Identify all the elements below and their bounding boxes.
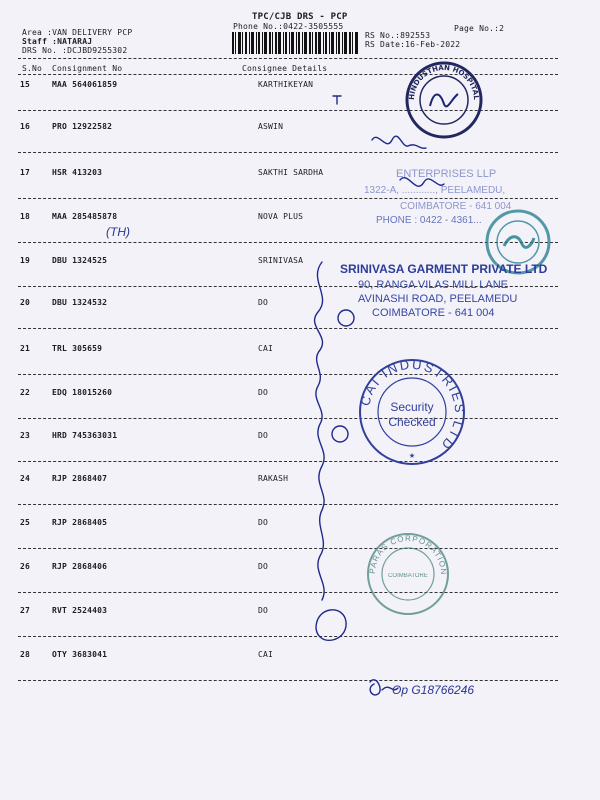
- star-icon: ★: [408, 450, 416, 461]
- row-consignee: ASWIN: [258, 122, 284, 131]
- srinivasa-stamp-line2: 90, RANGA VILAS MILL LANE: [358, 279, 508, 291]
- row-consignee: RAKASH: [258, 474, 289, 483]
- row-consignee: DO: [258, 518, 269, 527]
- row-consignment-no: RJP 2868405: [52, 518, 108, 527]
- row-sno: 26: [20, 562, 31, 571]
- row-sno: 16: [20, 122, 31, 131]
- row-sno: 28: [20, 650, 31, 659]
- row-consignment-no: RVT 2524403: [52, 606, 108, 615]
- row-sno: 25: [20, 518, 31, 527]
- row-consignee: CAI: [258, 344, 274, 353]
- rs-date: RS Date:16-Feb-2022: [365, 40, 461, 49]
- rs-number: RS No.:892553: [365, 31, 431, 40]
- row-consignee: NOVA PLUS: [258, 212, 304, 221]
- row-consignee: SRINIVASA: [258, 256, 304, 265]
- row-consignment-no: HRD 745363031: [52, 431, 118, 440]
- row-consignment-no: MAA 564061859: [52, 80, 118, 89]
- row-consignee: DO: [258, 606, 269, 615]
- col-consignment: Consignment No: [52, 64, 123, 73]
- row-consignment-no: PRO 12922582: [52, 122, 113, 131]
- row-sno: 20: [20, 298, 31, 307]
- cai-stamp-line1: Security: [390, 400, 434, 414]
- nova-stamp-line4: PHONE : 0422 - 4361...: [376, 215, 482, 226]
- row-sno: 22: [20, 388, 31, 397]
- row-sno: 27: [20, 606, 31, 615]
- nova-stamp-line1: ENTERPRISES LLP: [396, 168, 497, 180]
- row-consignment-no: MAA 285485878: [52, 212, 118, 221]
- row-sno: 24: [20, 474, 31, 483]
- row-sno: 23: [20, 431, 31, 440]
- staff-label: Staff :NATARAJ: [22, 37, 93, 46]
- row-consignment-no: RJP 2868406: [52, 562, 108, 571]
- document-title: TPC/CJB DRS - PCP: [252, 12, 348, 22]
- row-consignment-no: EDQ 18015260: [52, 388, 113, 397]
- row-consignment-no: DBU 1324525: [52, 256, 108, 265]
- row-sno: 21: [20, 344, 31, 353]
- row-consignment-no: TRL 305659: [52, 344, 103, 353]
- cai-stamp-line2: Checked: [388, 415, 436, 429]
- paras-stamp-center: COIMBATORE: [388, 573, 428, 579]
- row-sno: 18: [20, 212, 31, 221]
- drs-number: DRS No. :DCJBD9255302: [22, 46, 128, 55]
- row-consignee: KARTHIKEYAN: [258, 80, 314, 89]
- nova-stamp-line2: 1322-A, ............, PEELAMEDU,: [364, 185, 506, 196]
- area-label: Area :VAN DELIVERY PCP: [22, 28, 133, 37]
- row-consignee: DO: [258, 562, 269, 571]
- paras-stamp-ring-text: PARAS CORPORATION: [367, 533, 449, 576]
- row-consignee: DO: [258, 388, 269, 397]
- row-consignment-no: OTY 3683041: [52, 650, 108, 659]
- nova-stamp-line3: COIMBATORE - 641 004: [400, 201, 512, 212]
- srinivasa-stamp-line3: AVINASHI ROAD, PEELAMEDU: [358, 293, 518, 305]
- col-consignee: Consignee Details: [242, 64, 328, 73]
- cai-stamp-ring-text: CAI INDUSTRIES LTD: [357, 356, 468, 454]
- row18-handwritten-note: (TH): [106, 225, 130, 239]
- phone-number: Phone No.:0422-3505555: [233, 22, 344, 31]
- row-sno: 19: [20, 256, 31, 265]
- srinivasa-stamp-line1: SRINIVASA GARMENT PRIVATE LTD: [340, 262, 548, 276]
- row-consignment-no: HSR 413203: [52, 168, 103, 177]
- hindusthan-stamp-text: HINDUSTHAN HOSPITAL: [407, 63, 481, 101]
- row-consignment-no: DBU 1324532: [52, 298, 108, 307]
- row-consignment-no: RJP 2868407: [52, 474, 108, 483]
- row-consignee: DO: [258, 298, 269, 307]
- row-sno: 17: [20, 168, 31, 177]
- col-sno: S.No: [22, 64, 43, 73]
- srinivasa-stamp-line4: COIMBATORE - 641 004: [372, 307, 495, 319]
- row-consignee: CAI: [258, 650, 274, 659]
- row-consignee: SAKTHI SARDHA: [258, 168, 324, 177]
- row-sno: 15: [20, 80, 31, 89]
- bottom-handwritten-note: Op G18766246: [392, 683, 475, 697]
- page-number: Page No.:2: [454, 24, 505, 33]
- row-consignee: DO: [258, 431, 269, 440]
